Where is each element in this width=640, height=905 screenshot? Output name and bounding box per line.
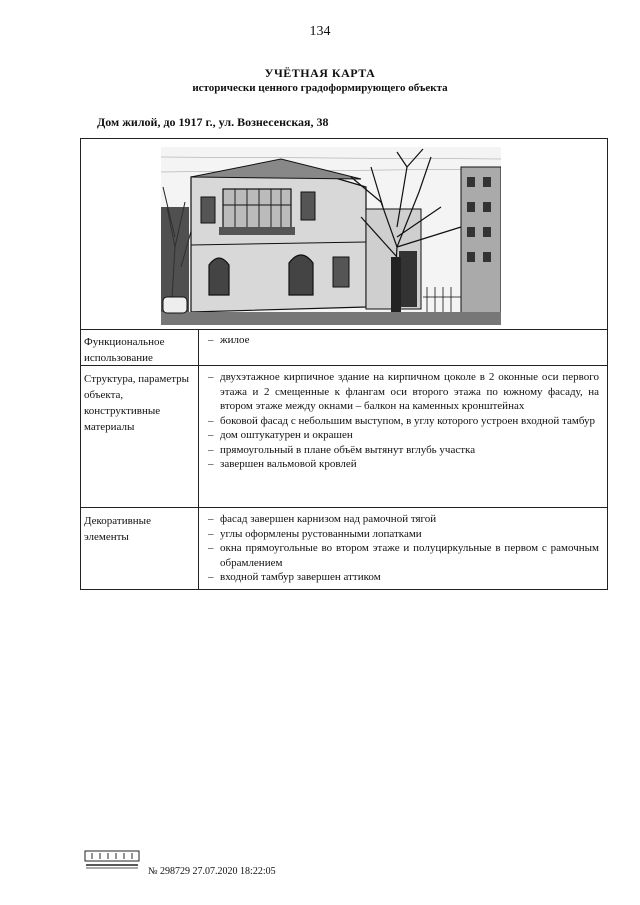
row-content — [201, 366, 605, 474]
row-content — [201, 329, 605, 350]
list-item: – окна прямоугольные во втором этаже и полуциркульные в первом с рамочным обрамлением — [207, 541, 599, 570]
row-label: Структура, параметры объекта, конструктивные материалы — [81, 366, 199, 507]
row-decorative — [81, 508, 607, 589]
list-item: – завершен вальмовой кровлей — [207, 457, 599, 472]
row-structure — [81, 366, 607, 508]
list-item: – дом оштукатурен и окрашен — [207, 428, 599, 443]
registration-stamp: № 298729 27.07.2020 18:22:05 — [148, 866, 276, 877]
photo-cell — [81, 139, 607, 330]
card-subtitle: исторически ценного градоформирующего объекта — [192, 82, 448, 94]
list-item: – боковой фасад с небольшим выступом, в углу которого устроен входной тамбур — [207, 414, 599, 429]
registration-card-table — [80, 138, 608, 590]
list-item: – входной тамбур завершен аттиком — [207, 570, 599, 585]
building-photo — [161, 147, 501, 325]
list-item: – углы оформлены рустованными лопатками — [207, 527, 599, 542]
object-name: Дом жилой, до 1917 г., ул. Вознесенская, 38 — [97, 115, 329, 129]
row-label: Декоративные элементы — [81, 508, 199, 589]
list-item: – фасад завершен карнизом над рамочной тягой — [207, 512, 599, 527]
list-item: – двухэтажное кирпичное здание на кирпичном цоколе в 2 оконные оси первого этажа и 2 смещенные к флангам оси второго этажа по южному фасаду, на втором этаже между окнами – балкон на каменных кронштейнах — [207, 370, 599, 414]
stamp-logo-icon — [84, 850, 140, 870]
list-item: – прямоугольный в плане объём вытянут вглубь участка — [207, 443, 599, 458]
card-title: УЧЁТНАЯ КАРТА — [264, 66, 376, 80]
page-number: 134 — [309, 24, 331, 39]
row-label: Функциональное использование — [81, 329, 199, 365]
list-item: – жилое — [207, 333, 599, 348]
row-function — [81, 329, 607, 366]
row-content — [201, 508, 605, 587]
